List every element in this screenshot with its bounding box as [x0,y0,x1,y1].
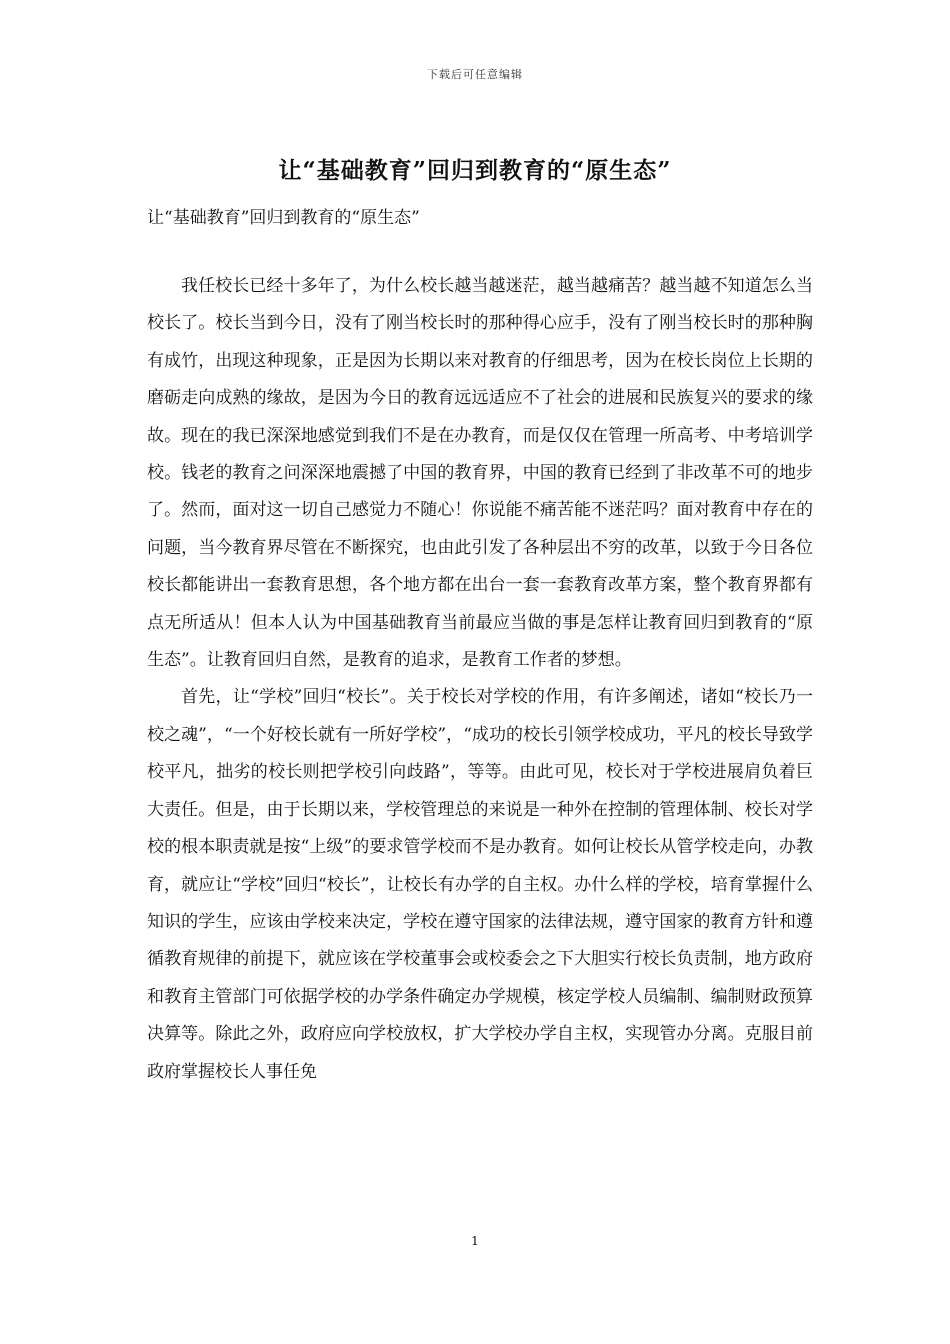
document-title: 让“基础教育”回归到教育的“原生态” [278,157,672,184]
page-header: 下载后可任意编辑 [427,68,523,81]
document-body [147,268,813,1091]
paragraph-1: 我任校长已经十多年了，为什么校长越当越迷茫，越当越痛苦？越当越不知道怎么当校长了。校长当到今日，没有了刚当校长时的那种得心应手，没有了刚当校长时的那种胸有成竹，出现这种现象，正是因为长期以来对教育的仔细思考，因为在校长岗位上长期的磨砺走向成熟的缘故，是因为今日的教育远远适应不了社会的进展和民族复兴的要求的缘故。现在的我已深深地感觉到我们不是在办教育，而是仅仅在管理一所高考、中考培训学校。钱老的教育之问深深地震撼了中国的教育界，中国的教育已经到了非改革不可的地步了。然而，面对这一切自己感觉力不随心！你说能不痛苦能不迷茫吗？面对教育中存在的问题，当今教育界尽管在不断探究，也由此引发了各种层出不穷的改革，以致于今日各位校长都能讲出一套教育思想，各个地方都在出台一套一套教育改革方案，整个教育界都有点无所适从！但本人认为中国基础教育当前最应当做的事是怎样让教育回归到教育的“原生态”。让教育回归自然，是教育的追求，是教育工作者的梦想。 [147,276,813,671]
document-subtitle: 让“基础教育”回归到教育的“原生态” [147,208,420,228]
paragraph-2: 首先，让“学校”回归“校长”。关于校长对学校的作用，有许多阐述，诸如“校长乃一校之魂”，“一个好校长就有一所好学校”，“成功的校长引领学校成功，平凡的校长导致学校平凡，拙劣的校长则把学校引向歧路”，等等。由此可见，校长对于学校进展肩负着巨大责任。但是，由于长期以来，学校管理总的来说是一种外在控制的管理体制、校长对学校的根本职责就是按“上级”的要求管学校而不是办教育。如何让校长从管学校走向，办教育，就应让“学校”回归“校长”，让校长有办学的自主权。办什么样的学校，培育掌握什么知识的学生，应该由学校来决定，学校在遵守国家的法律法规，遵守国家的教育方针和遵循教育规律的前提下，就应该在学校董事会或校委会之下大胆实行校长负责制，地方政府和教育主管部门可依据学校的办学条件确定办学规模，核定学校人员编制、编制财政预算决算等。除此之外，政府应向学校放权，扩大学校办学自主权，实现管办分离。克服目前政府掌握校长人事任免 [147,687,813,1082]
page-number: 1 [471,1234,479,1248]
